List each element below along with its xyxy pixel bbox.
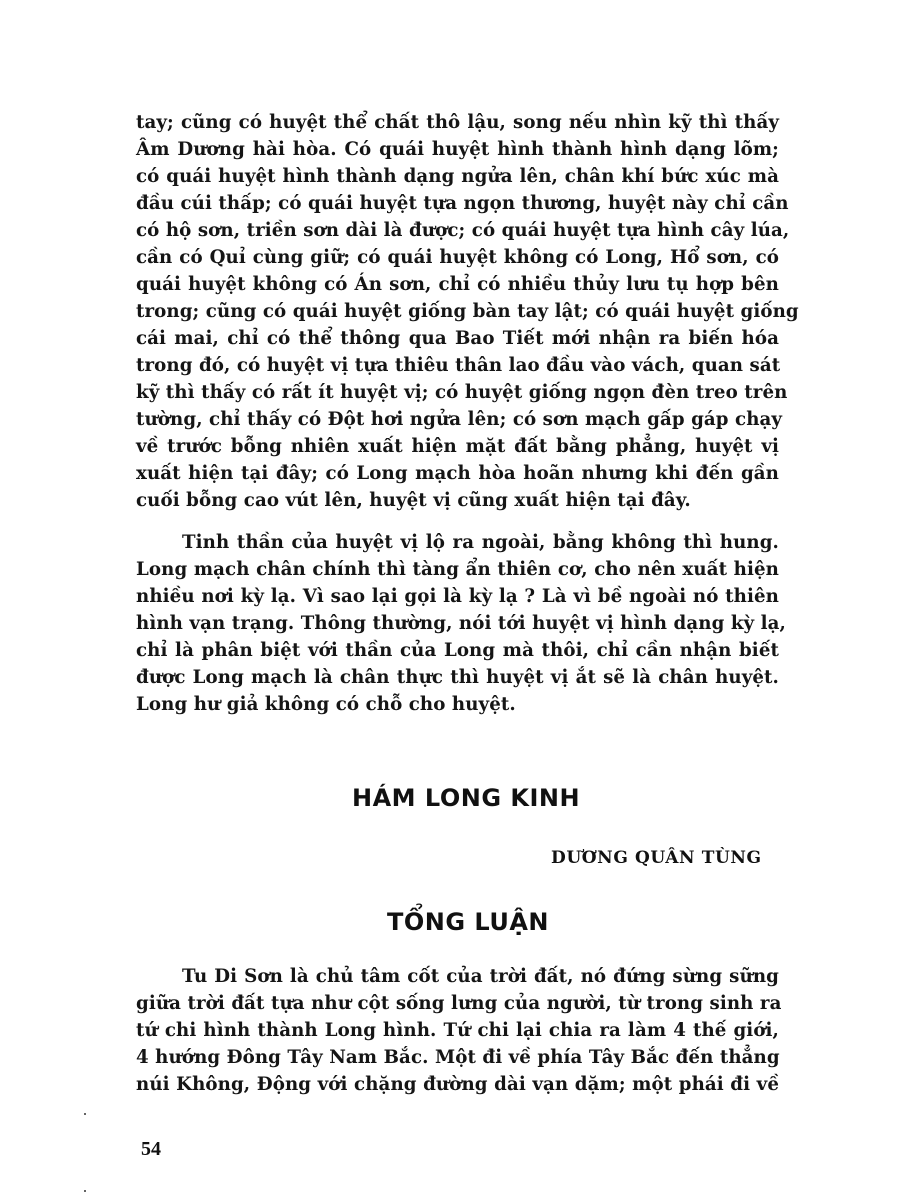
text-line: Âm Dương hài hòa. Có quái huyệt hình thành hình dạng lõm; xyxy=(136,139,779,160)
text-line: đầu cúi thấp; có quái huyệt tựa ngọn thương, huyệt này chỉ cần xyxy=(136,193,789,214)
text-line: tứ chi hình thành Long hình. Tứ chi lại chia ra làm 4 thế giới, xyxy=(136,1020,779,1041)
text-line: 4 hướng Đông Tây Nam Bắc. Một đi về phía Tây Bắc đến thẳng xyxy=(136,1047,780,1068)
author-name: DƯƠNG QUÂN TÙNG xyxy=(551,848,762,868)
text-line: Tu Di Sơn là chủ tâm cốt của trời đất, nó đứng sừng sững xyxy=(182,966,779,987)
text-line: trong đó, có huyệt vị tựa thiêu thân lao đầu vào vách, quan sát xyxy=(136,355,781,376)
text-line: xuất hiện tại đây; có Long mạch hòa hoãn nhưng khi đến gần xyxy=(136,463,779,484)
text-line: về trước bỗng nhiên xuất hiện mặt đất bằng phẳng, huyệt vị xyxy=(136,436,779,457)
paragraph-2 xyxy=(136,529,786,718)
text-line: kỹ thì thấy có rất ít huyệt vị; có huyệt giống ngọn đèn treo trên xyxy=(136,382,788,403)
text-line: hình vạn trạng. Thông thường, nói tới huyệt vị hình dạng kỳ lạ, xyxy=(136,613,786,634)
text-line: Long hư giả không có chỗ cho huyệt. xyxy=(136,694,516,715)
text-line: tay; cũng có huyệt thể chất thô lậu, song nếu nhìn kỹ thì thấy xyxy=(136,112,779,133)
text-line: tường, chỉ thấy có Đột hơi ngửa lên; có sơn mạch gấp gáp chạy xyxy=(136,409,783,430)
scan-speck xyxy=(84,1190,86,1192)
book-title: HÁM LONG KINH xyxy=(352,784,581,812)
section-title: TỔNG LUẬN xyxy=(387,908,549,936)
text-line: quái huyệt không có Án sơn, chỉ có nhiều thủy lưu tụ hợp bên xyxy=(136,274,779,295)
text-line: có quái huyệt hình thành dạng ngửa lên, chân khí bức xúc mà xyxy=(136,166,779,187)
scan-speck xyxy=(84,1113,86,1115)
paragraph-3 xyxy=(136,963,782,1098)
text-line: cái mai, chỉ có thể thông qua Bao Tiết mới nhận ra biến hóa xyxy=(136,328,779,349)
text-line: có hộ sơn, triền sơn dài là được; có quái huyệt tựa hình cây lúa, xyxy=(136,220,790,241)
paragraph-1 xyxy=(136,109,799,514)
text-line: trong; cũng có quái huyệt giống bàn tay lật; có quái huyệt giống xyxy=(136,301,799,322)
text-line: cuối bỗng cao vút lên, huyệt vị cũng xuất hiện tại đây. xyxy=(136,490,691,511)
text-line: Long mạch chân chính thì tàng ẩn thiên cơ, cho nên xuất hiện xyxy=(136,559,779,580)
text-line: cần có Quỉ cùng giữ; có quái huyệt không có Long, Hổ sơn, có xyxy=(136,247,779,268)
page-number: 54 xyxy=(141,1138,161,1160)
text-line: Tinh thần của huyệt vị lộ ra ngoài, bằng không thì hung. xyxy=(182,532,779,553)
text-line: nhiều nơi kỳ lạ. Vì sao lại gọi là kỳ lạ ? Là vì bề ngoài nó thiên xyxy=(136,586,779,607)
text-line: giữa trời đất tựa như cột sống lưng của người, từ trong sinh ra xyxy=(136,993,782,1014)
text-line: chỉ là phân biệt với thần của Long mà thôi, chỉ cần nhận biết xyxy=(136,640,779,661)
text-line: được Long mạch là chân thực thì huyệt vị ắt sẽ là chân huyệt. xyxy=(136,667,779,688)
text-line: núi Không, Động với chặng đường dài vạn dặm; một phái đi về xyxy=(136,1074,779,1095)
